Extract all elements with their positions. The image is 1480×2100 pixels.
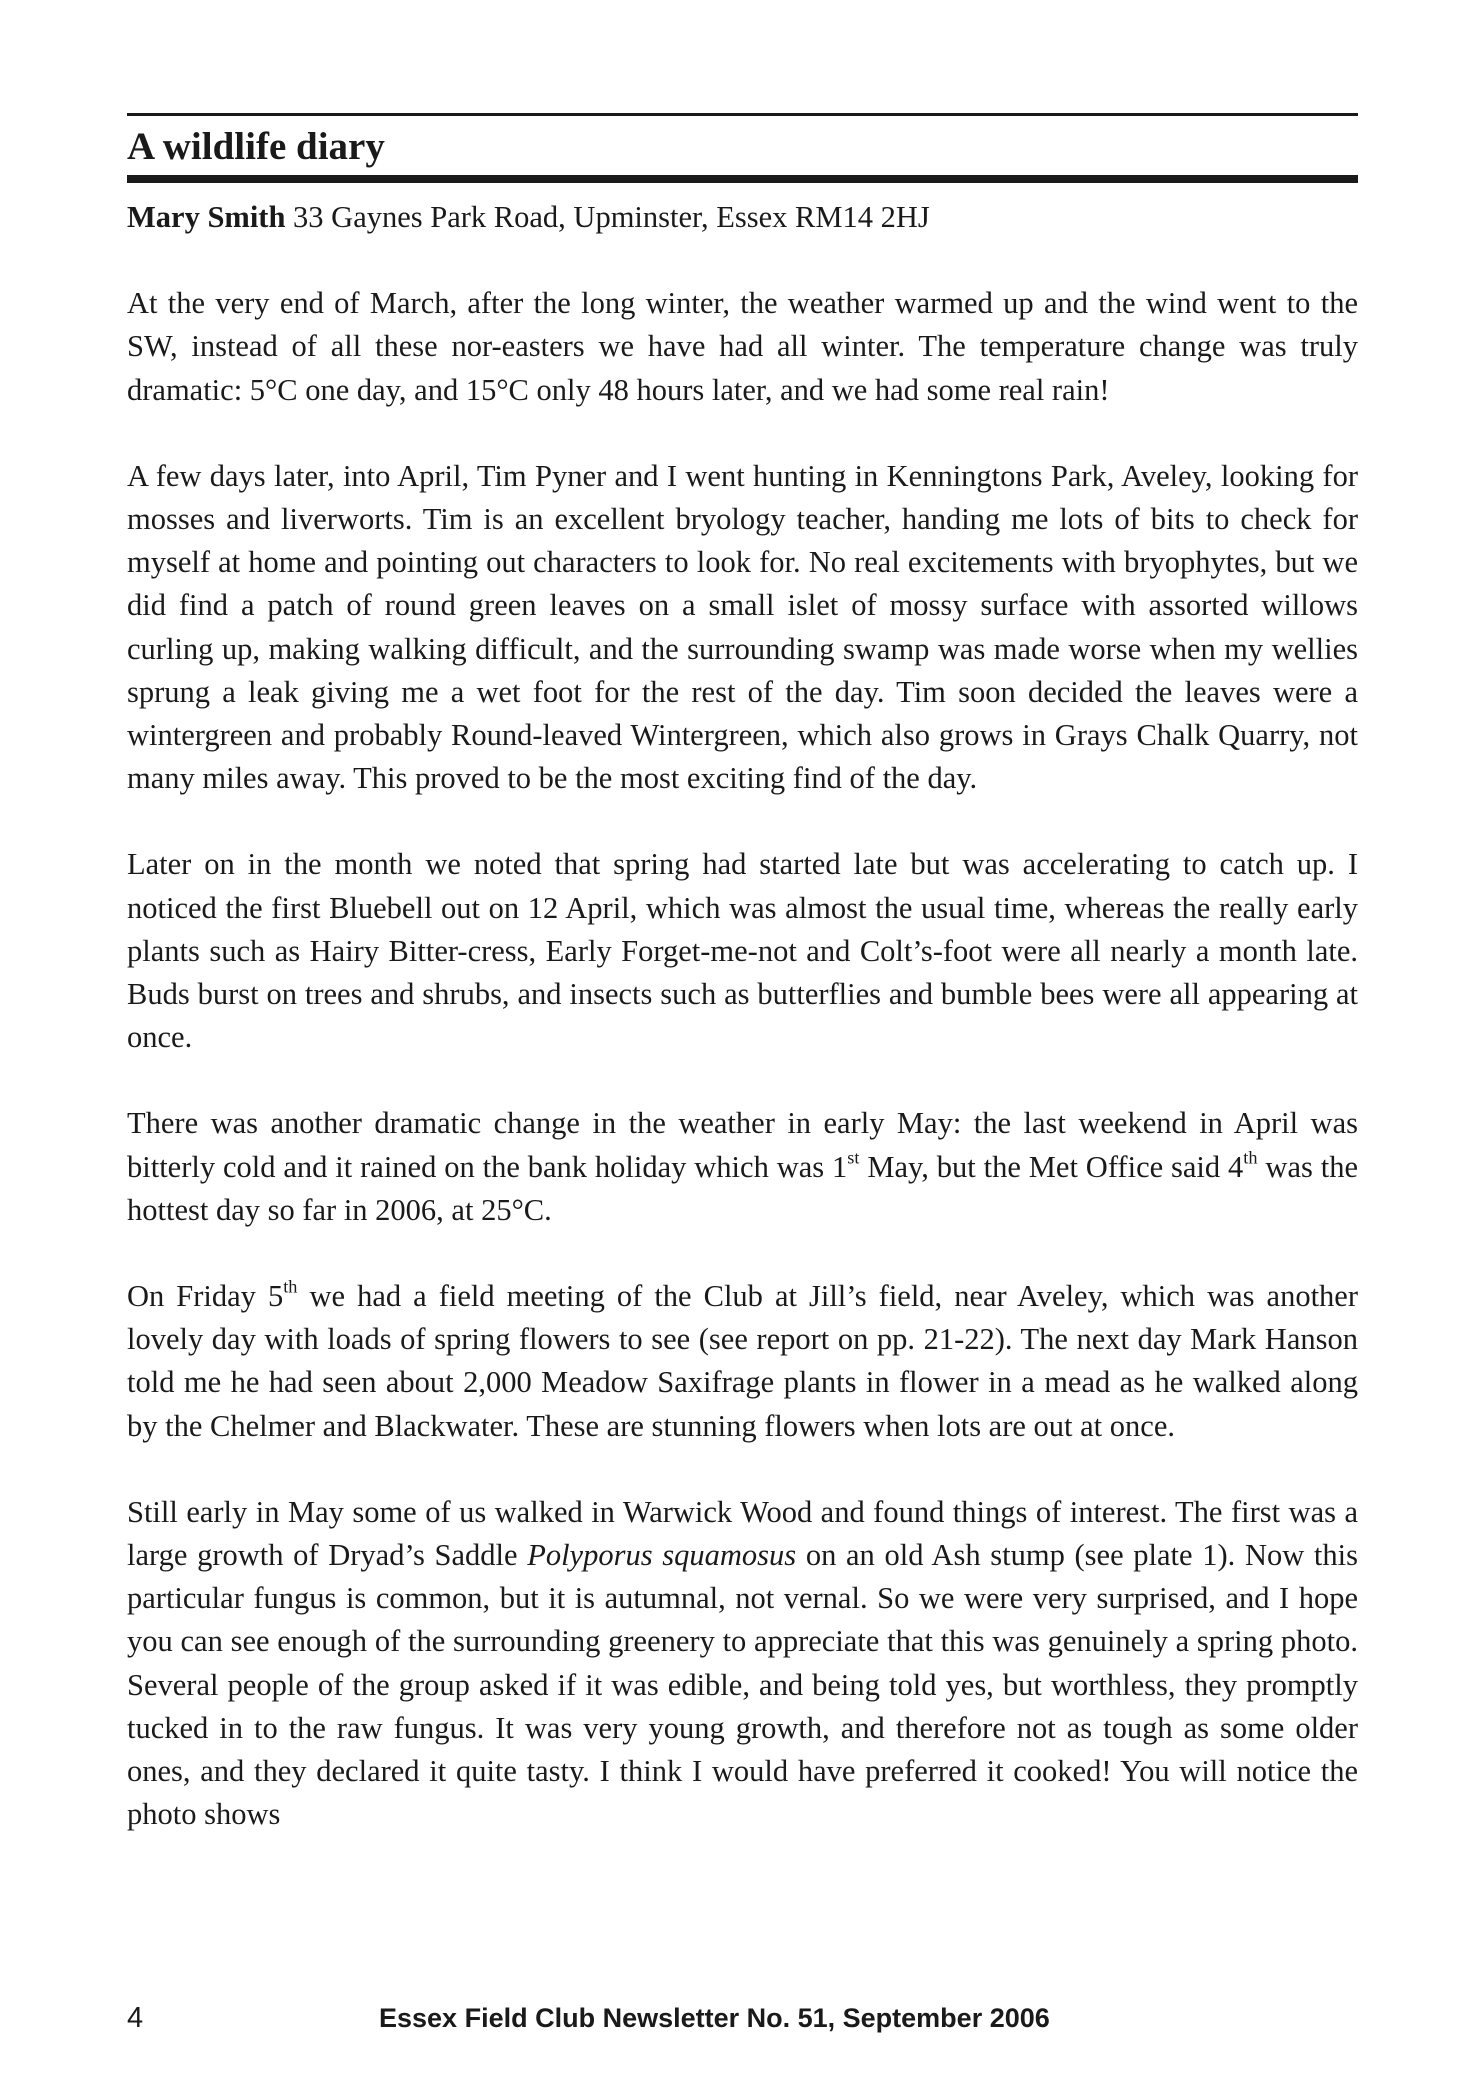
paragraph-6 — [127, 1491, 1358, 1837]
article-title: A wildlife diary — [127, 125, 385, 168]
top-rule — [127, 113, 1358, 116]
author-name: Mary Smith — [127, 200, 286, 234]
page-footer — [127, 1998, 1358, 2038]
paragraph-4-text-2: May, but the Met Office said 4 — [859, 1149, 1244, 1184]
paragraph-5-text-1: On Friday 5 — [127, 1279, 284, 1314]
paragraph-3: Later on in the month we noted that spring had started late but was accelerating to catch up. I noticed the first Bluebell out on 12 April, which was almost the usual time, whereas the really early plants such as Hairy Bitter-cress, Early Forget-me-not and Colt’s-foot were all nearly a month late. Buds burst on trees and shrubs, and insects such as butterflies and bumble bees were all appearing at once. — [127, 847, 1358, 1055]
species-name: Polyporus squamosus — [527, 1538, 797, 1573]
newsletter-title: Essex Field Club Newsletter No. 51, September 2006 — [379, 2003, 1050, 2033]
paragraph-6-text-1: Still early in May some of us walked in Warwick Wood and found things of interest. The first was a large growth of Dryad’s Saddle — [127, 1494, 1358, 1573]
title-rule — [127, 175, 1358, 183]
paragraph-4-text-3: was the hottest day so far in 2006, at 25°C. — [127, 1149, 1358, 1227]
paragraph-5-text-2: we had a field meeting of the Club at Jill’s field, near Aveley, which was another lovely day with loads of spring flowers to see (see report on pp. 21-22). The next day Mark Hanson told me he had seen about 2,000 Meadow Saxifrage plants in flower in a mead as he walked along by the Chelmer and Blackwater. These are stunning flowers when lots are out at once. — [127, 1279, 1358, 1443]
ordinal-suffix: th — [283, 1276, 298, 1297]
paragraph-6-text-2: on an old Ash stump (see plate 1). Now this particular fungus is common, but it is autumnal, not vernal. So we were very surprised, and I hope you can see enough of the surrounding greenery to appreciate that this was genuinely a spring photo. Several people of the group asked if it was edible, and being told yes, but worthless, they promptly tucked in to the raw fungus. It was very young growth, and therefore not as tough as some older ones, and they declared it quite tasty. I think I would have preferred it cooked! You will notice the photo shows — [127, 1538, 1358, 1832]
author-line — [127, 196, 1358, 239]
ordinal-suffix: th — [1243, 1146, 1258, 1167]
paragraph-1: At the very end of March, after the long winter, the weather warmed up and the wind went to the SW, instead of all these nor-easters we have had all winter. The temperature change was truly dramatic: 5°C one day, and 15°C only 48 hours later, and we had some real rain! — [127, 286, 1358, 407]
ordinal-suffix: st — [847, 1146, 860, 1167]
author-address: 33 Gaynes Park Road, Upminster, Essex RM14 2HJ — [293, 200, 930, 234]
paragraph-4-text-1: There was another dramatic change in the weather in early May: the last weekend in April was bitterly cold and it rained on the bank holiday which was 1 — [127, 1106, 1358, 1184]
article-body — [127, 196, 1358, 1880]
paragraph-2: A few days later, into April, Tim Pyner and I went hunting in Kenningtons Park, Aveley, looking for mosses and liverworts. Tim is an excellent bryology teacher, handing me lots of bits to check for myself at home and pointing out characters to look for. No real excitements with bryophytes, but we did find a patch of round green leaves on a small islet of mossy surface with assorted willows curling up, making walking difficult, and the surrounding swamp was made worse when my wellies sprung a leak giving me a wet foot for the rest of the day. Tim soon decided the leaves were a wintergreen and probably Round-leaved Wintergreen, which also grows in Grays Chalk Quarry, not many miles away. This proved to be the most exciting find of the day. — [127, 458, 1358, 796]
paragraph-4 — [127, 1102, 1358, 1232]
page-number: 4 — [127, 2002, 144, 2034]
paragraph-5 — [127, 1275, 1358, 1448]
